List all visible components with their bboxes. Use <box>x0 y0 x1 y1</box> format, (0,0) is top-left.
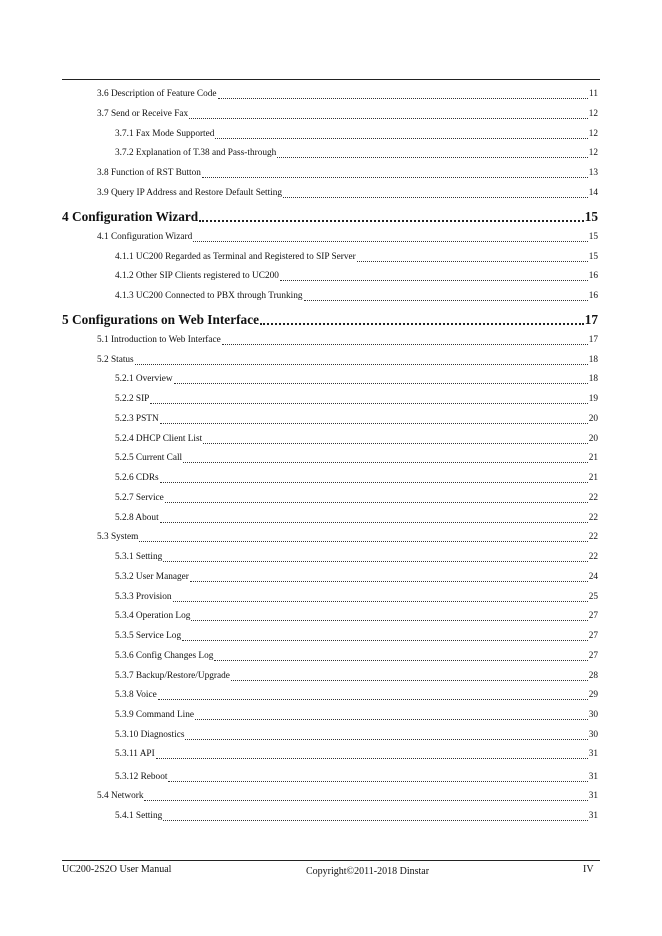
toc-leader-dots <box>183 453 588 463</box>
toc-leader-dots <box>182 631 588 641</box>
toc-entry-page: 11 <box>589 89 598 99</box>
toc-entry-label: 3.7 Send or Receive Fax <box>97 109 189 119</box>
toc-entry-label: 5.3.3 Provision <box>115 592 172 602</box>
toc-entry-label: 5.2.1 Overview <box>115 374 173 384</box>
toc-leader-dots <box>280 271 588 281</box>
toc-entry-page: 18 <box>588 374 598 384</box>
toc-leader-dots <box>168 772 587 782</box>
toc-entry-label: 5.3.1 Setting <box>115 552 163 562</box>
toc-entry-page: 24 <box>588 572 598 582</box>
toc-leader-dots <box>277 148 587 158</box>
toc-leader-dots <box>160 513 588 523</box>
toc-entry[interactable] <box>115 251 598 263</box>
toc-entry-label: 5.2.6 CDRs <box>115 473 159 483</box>
toc-leader-dots <box>163 552 587 562</box>
toc-entry[interactable] <box>115 709 598 721</box>
toc-entry-label: 5.3.7 Backup/Restore/Upgrade <box>115 671 230 681</box>
toc-entry-page: 21 <box>588 453 598 463</box>
toc-entry-page: 14 <box>588 188 598 198</box>
toc-entry-page: 12 <box>588 109 598 119</box>
toc-entry[interactable] <box>115 413 598 425</box>
toc-entry-label: 5.3.11 API <box>115 749 155 759</box>
toc-entry-label: 4.1.3 UC200 Connected to PBX through Trunking <box>115 291 303 301</box>
toc-entry[interactable] <box>115 452 598 464</box>
toc-entry-page: 19 <box>588 394 598 404</box>
toc-entry-label: 3.9 Query IP Address and Restore Default Setting <box>97 188 283 198</box>
toc-entry[interactable] <box>115 147 598 159</box>
toc-entry-label: 5.3.8 Voice <box>115 690 157 700</box>
toc-entry-page: 29 <box>588 690 598 700</box>
toc-entry-label: 5.2 Status <box>97 355 134 365</box>
toc-leader-dots <box>260 311 584 325</box>
toc-entry[interactable] <box>115 670 598 682</box>
toc-leader-dots <box>193 232 587 242</box>
toc-entry-label: 5.2.2 SIP <box>115 394 150 404</box>
toc-entry-page: 20 <box>588 414 598 424</box>
toc-entry-label: 5.3.5 Service Log <box>115 631 182 641</box>
toc-leader-dots <box>189 109 588 119</box>
toc-leader-dots <box>190 572 588 582</box>
toc-leader-dots <box>163 811 587 821</box>
toc-entry-page: 27 <box>588 611 598 621</box>
toc-entry-label: 3.6 Description of Feature Code <box>97 89 217 99</box>
toc-entry-label: 4 Configuration Wizard <box>62 209 199 224</box>
toc-entry-label: 5.1 Introduction to Web Interface <box>97 335 221 345</box>
toc-entry-label: 5.3.2 User Manager <box>115 572 189 582</box>
toc-entry-label: 5.4 Network <box>97 791 144 801</box>
toc-entry-label: 5 Configurations on Web Interface <box>62 312 259 327</box>
toc-entry-label: 3.7.1 Fax Mode Supported <box>115 129 215 139</box>
toc-entry[interactable] <box>115 630 598 642</box>
toc-entry-page: 28 <box>588 671 598 681</box>
toc-entry-label: 5.3.9 Command Line <box>115 710 195 720</box>
toc-entry-page: 22 <box>588 513 598 523</box>
toc-entry-page: 30 <box>588 710 598 720</box>
toc-entry-page: 22 <box>588 552 598 562</box>
toc-leader-dots <box>214 651 587 661</box>
toc-entry[interactable] <box>115 270 598 282</box>
toc-leader-dots <box>135 355 588 365</box>
toc-leader-dots <box>199 208 584 222</box>
toc-entry[interactable] <box>115 512 598 524</box>
toc-entry[interactable] <box>115 551 598 563</box>
toc-entry-page: 18 <box>588 355 598 365</box>
toc-entry-page: 15 <box>588 232 598 242</box>
footer-page-number: IV <box>583 864 594 875</box>
toc-entry-label: 3.7.2 Explanation of T.38 and Pass-through <box>115 148 277 158</box>
toc-entry-page: 27 <box>588 631 598 641</box>
toc-entry-page: 16 <box>588 291 598 301</box>
toc-entry-page: 12 <box>588 129 598 139</box>
toc-entry-label: 5.4.1 Setting <box>115 811 163 821</box>
toc-entry[interactable] <box>115 689 598 701</box>
toc-entry[interactable] <box>115 571 598 583</box>
toc-entry[interactable] <box>115 810 598 822</box>
toc-entry[interactable] <box>97 88 598 100</box>
toc-leader-dots <box>139 532 587 542</box>
toc-entry[interactable] <box>115 128 598 140</box>
toc-entry-label: 5.3.4 Operation Log <box>115 611 191 621</box>
toc-leader-dots <box>150 394 587 404</box>
toc-entry[interactable] <box>115 771 598 783</box>
toc-entry[interactable] <box>115 290 598 302</box>
toc-leader-dots <box>215 129 587 139</box>
toc-entry[interactable] <box>97 334 598 346</box>
toc-entry-page: 30 <box>588 730 598 740</box>
toc-leader-dots <box>218 89 589 99</box>
toc-entry-label: 5.2.3 PSTN <box>115 414 159 424</box>
toc-leader-dots <box>203 434 587 444</box>
toc-leader-dots <box>202 168 588 178</box>
toc-entry[interactable] <box>115 472 598 484</box>
toc-entry-page: 31 <box>588 811 598 821</box>
toc-leader-dots <box>156 749 588 759</box>
toc-entry[interactable] <box>115 591 598 603</box>
toc-leader-dots <box>165 493 588 503</box>
toc-leader-dots <box>158 690 588 700</box>
toc-entry-page: 21 <box>588 473 598 483</box>
toc-entry-label: 5.3.6 Config Changes Log <box>115 651 214 661</box>
toc-leader-dots <box>144 791 587 801</box>
toc-entry-page: 25 <box>588 592 598 602</box>
toc-entry[interactable] <box>115 748 598 760</box>
toc-entry[interactable] <box>97 790 598 802</box>
toc-entry-label: 4.1.2 Other SIP Clients registered to UC200 <box>115 271 279 281</box>
toc-entry-page: 15 <box>588 252 598 262</box>
footer-manual-title: UC200-2S2O User Manual <box>62 864 172 875</box>
toc-entry-label: 3.8 Function of RST Button <box>97 168 201 178</box>
toc-entry-label: 5.3.10 Diagnostics <box>115 730 185 740</box>
toc-entry-page: 17 <box>584 312 598 327</box>
toc-entry[interactable] <box>97 531 598 543</box>
toc-entry-page: 22 <box>588 532 598 542</box>
toc-leader-dots <box>173 592 588 602</box>
toc-entry-page: 31 <box>588 791 598 801</box>
toc-leader-dots <box>304 291 588 301</box>
toc-entry-label: 5.2.4 DHCP Client List <box>115 434 203 444</box>
toc-entry-page: 31 <box>588 749 598 759</box>
toc-entry[interactable] <box>115 373 598 385</box>
toc-leader-dots <box>160 473 588 483</box>
footer-copyright: Copyright©2011-2018 Dinstar <box>306 866 430 877</box>
toc-entry-label: 5.2.8 About <box>115 513 159 523</box>
toc-entry[interactable] <box>115 729 598 741</box>
toc-entry-page: 12 <box>588 148 598 158</box>
toc-leader-dots <box>174 374 588 384</box>
toc-entry-label: 4.1 Configuration Wizard <box>97 232 193 242</box>
toc-leader-dots <box>283 188 588 198</box>
toc-entry-label: 4.1.1 UC200 Regarded as Terminal and Registered to SIP Server <box>115 252 356 262</box>
toc-entry-page: 20 <box>588 434 598 444</box>
toc-entry-page: 17 <box>588 335 598 345</box>
toc-entry[interactable] <box>115 433 598 445</box>
toc-entry-page: 31 <box>588 772 598 782</box>
toc-entry[interactable] <box>115 650 598 662</box>
toc-entry[interactable] <box>97 354 598 366</box>
toc-leader-dots <box>231 671 588 681</box>
toc-entry-page: 13 <box>588 168 598 178</box>
toc-entry-label: 5.3.12 Reboot <box>115 772 168 782</box>
toc-leader-dots <box>160 414 588 424</box>
toc-leader-dots <box>357 252 588 262</box>
toc-entry-page: 22 <box>588 493 598 503</box>
toc-entry-page: 16 <box>588 271 598 281</box>
toc-entry-label: 5.3 System <box>97 532 139 542</box>
toc-entry[interactable] <box>115 393 598 405</box>
toc-entry-page: 27 <box>588 651 598 661</box>
toc-leader-dots <box>195 710 588 720</box>
toc-entry[interactable] <box>62 311 598 328</box>
toc-entry-label: 5.2.5 Current Call <box>115 453 183 463</box>
toc-entry-label: 5.2.7 Service <box>115 493 164 503</box>
toc-entry[interactable] <box>97 231 598 243</box>
toc-entry[interactable] <box>115 492 598 504</box>
toc-entry-page: 15 <box>584 209 598 224</box>
toc-entry[interactable] <box>97 187 598 199</box>
toc-entry[interactable] <box>62 208 598 225</box>
toc-entry[interactable] <box>97 167 598 179</box>
header-rule <box>62 79 600 80</box>
toc-entry[interactable] <box>97 108 598 120</box>
toc-leader-dots <box>222 335 588 345</box>
toc-entry[interactable] <box>115 610 598 622</box>
toc-leader-dots <box>191 611 587 621</box>
toc-leader-dots <box>185 730 587 740</box>
footer-rule <box>62 860 600 861</box>
